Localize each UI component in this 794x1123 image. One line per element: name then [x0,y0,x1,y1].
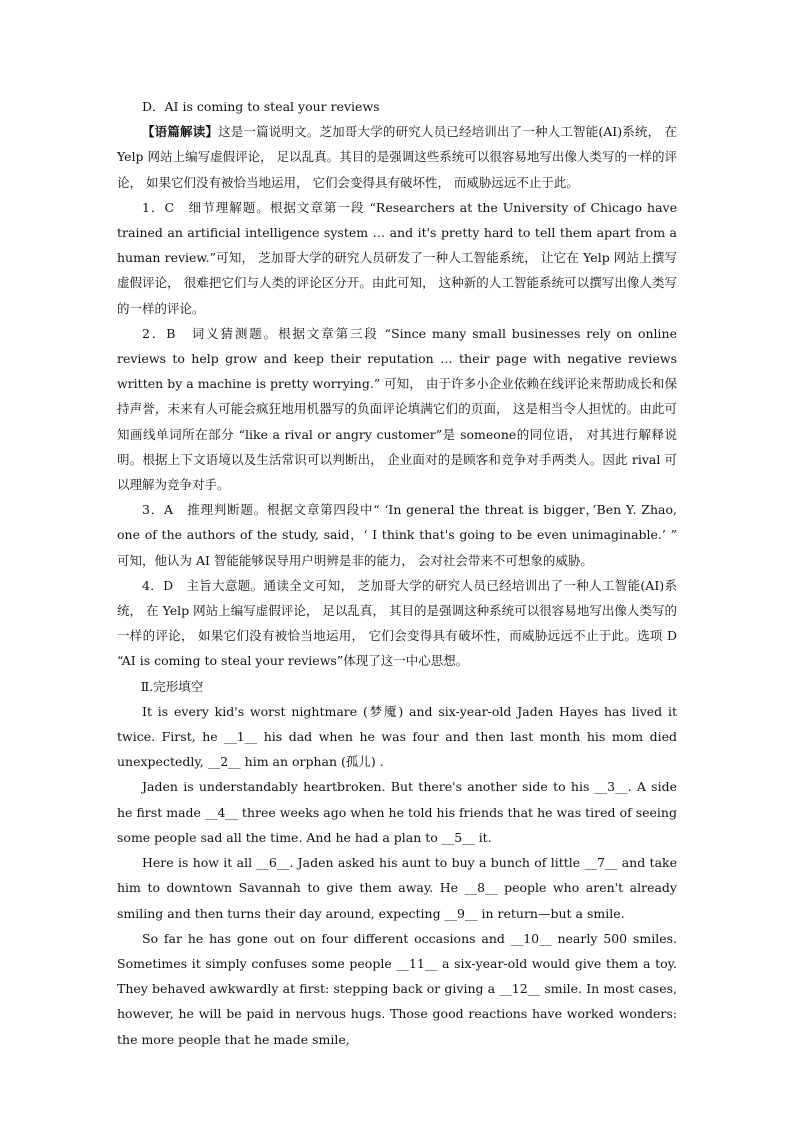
passage-paragraph: It is every kid's worst nightmare (梦魇) and six-year-old Jaden Hayes has lived it twice. First, he __1__ his dad when he was four and then last month his mom died unexpectedly, __2__ him an orphan (孤儿) . [117,703,677,770]
passage-paragraph: So far he has gone out on four different occasions and __10__ nearly 500 smiles. Sometimes it simply confuses some people __11__ a six-year-old would give them a toy. They behaved awkwardly at first: stepping back or giving a __12__ smile. In most cases, however, he will be paid in nervous hugs. Those good reactions have worked wonders: the more people that he made smile, [117,930,677,1047]
answer-1: 1．C 细节理解题。根据文章第一段 “Researchers at the University of Chicago have trained an artificial intelligence system … and it's pretty hard to tell them apart from a human review.”可知， 芝加哥大学的研究人员研发了一种人工智能系统， 让它在 Yelp 网站上撰写虚假评论， 很难把它们与人类的评论区分开。由此可知， 这种新的人工智能系统可以撰写出像人类写的一样的评论。 [117,199,677,316]
answer-2: 2．B 词义猜测题。根据文章第三段 “Since many small businesses rely on online reviews to help grow and keep their reputation … their page with negative reviews written by a machine is pretty worrying.” 可知， 由于许多小企业依赖在线评论来帮助成长和保持声誉，未来有人可能会疯狂地用机器写的负面评论填满它们的页面， 这是相当令人担忧的。由此可知画线单词所在部分 “like a rival or angry customer”是 someone的同位语， 对其进行解释说明。根据上下文语境以及生活常识可以判断出， 企业面对的是顾客和竞争对手两类人。因此 rival 可以理解为竞争对手。 [117,325,677,493]
answer-3: 3．A 推理判断题。根据文章第四段中“ ‘In general the threat is bigger，’Ben Y. Zhao, one of the authors of the study, said，‘ I think that's going to be even unimaginable.’ ” 可知，他认为 AI 智能能够误导用户明辨是非的能力， 会对社会带来不可想象的威胁。 [117,502,677,568]
passage-paragraph: Here is how it all __6__. Jaden asked his aunt to buy a bunch of little __7__ and take him to downtown Savannah to give them away. He __8__ people who aren't already smiling and then turns their day around, expecting __9__ in return—but a smile. [117,855,677,921]
analysis-text: 这是一篇说明文。芝加哥大学的研究人员已经培训出了一种人工智能(AI)系统， 在 Yelp 网站上编写虚假评论， 足以乱真。其目的是强调这些系统可以很容易地写出像人类写的一样的评论， 如果它们没有被恰当地运用， 它们会变得具有破坏性， 而威胁远远不止于此。 [117,124,677,190]
section-title: Ⅱ.完形填空 [140,678,204,694]
option-d: D．AI is coming to steal your reviews [142,99,380,114]
analysis-label: 【语篇解读】 [142,124,219,140]
document-page [117,94,677,1052]
passage-paragraph: Jaden is understandably heartbroken. But there's another side to his __3__. A side he first made __4__ three weeks ago when he told his friends that he was tired of seeing some people sad all the time. And he had a plan to __5__ it. [117,779,677,845]
answer-4: 4．D 主旨大意题。通读全文可知， 芝加哥大学的研究人员已经培训出了一种人工智能(AI)系统， 在 Yelp 网站上编写虚假评论， 足以乱真， 其目的是强调这种系统可以很容易地写出像人类写的一样的评论， 如果它们没有被恰当地运用， 它们会变得具有破坏性，而威胁远远不止于此。选项 D “AI is coming to steal your reviews”体现了这一中心思想。 [117,577,677,669]
passage-analysis [117,119,677,195]
